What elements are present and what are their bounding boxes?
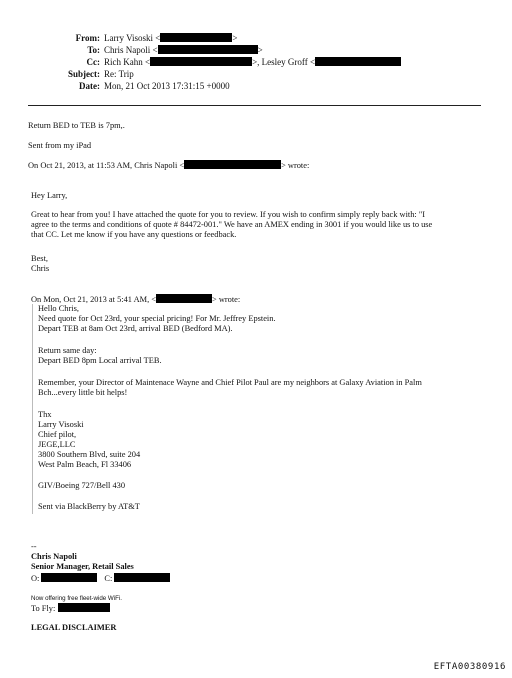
from-value xyxy=(104,33,237,44)
reply-line-2: Sent from my iPad xyxy=(28,141,92,150)
to-name: Chris Napoli < xyxy=(104,45,158,55)
signature-phones xyxy=(31,573,170,584)
quoted-line: Return same day: xyxy=(38,346,97,355)
redaction xyxy=(156,294,212,303)
wifi-note: Now offering free fleet-wide WiFi. xyxy=(31,595,123,602)
cc-label: Cc: xyxy=(86,57,100,67)
napoli-greeting: Hey Larry, xyxy=(31,191,68,200)
cc-name: Rich Kahn < xyxy=(104,57,151,67)
bracket: > xyxy=(257,45,263,55)
quoted-line: 3800 Southern Blvd, suite 204 xyxy=(38,450,141,459)
signature-title: Senior Manager, Retail Sales xyxy=(31,562,134,571)
attrib-text: On Mon, Oct 21, 2013 at 5:41 AM, < xyxy=(31,295,156,304)
office-label: O: xyxy=(31,574,40,583)
cc-name2: >, Lesley Groff < xyxy=(252,57,316,67)
quoted-line: Hello Chris, xyxy=(38,304,79,313)
napoli-body-2: agree to the terms and conditions of quote # 84472-001." We have an AMEX ending in 3001 if you would like us to use xyxy=(31,220,433,229)
quoted-line: Thx xyxy=(38,410,52,419)
cell-label: C: xyxy=(104,574,113,583)
reply-attribution xyxy=(28,160,309,171)
quoted-line: Chief pilot, xyxy=(38,430,77,439)
bracket: > xyxy=(232,33,238,43)
napoli-body-1: Great to hear from you! I have attached the quote for you to review. If you wish to confirm simply reply back with: "I xyxy=(31,210,426,219)
redaction xyxy=(58,603,110,612)
attrib-suffix: > wrote: xyxy=(281,161,310,170)
date-label: Date: xyxy=(79,81,100,91)
quoted-line: GIV/Boeing 727/Bell 430 xyxy=(38,481,126,490)
redaction xyxy=(160,33,232,42)
napoli-body-3: that CC. Let me know if you have any questions or feedback. xyxy=(31,230,237,239)
napoli-name: Chris xyxy=(31,264,50,273)
redaction xyxy=(184,160,281,169)
quoted-line: JEGE,LLC xyxy=(38,440,76,449)
quoted-line: Remember, your Director of Maintenace Wayne and Chief Pilot Paul are my neighbors at Galaxy Aviation in Palm xyxy=(38,378,422,387)
redaction xyxy=(114,573,170,582)
quoted-line: Depart TEB at 8am Oct 23rd, arrival BED (Bedford MA). xyxy=(38,324,233,333)
quoted-line: Depart BED 8pm Local arrival TEB. xyxy=(38,356,162,365)
date-value: Mon, 21 Oct 2013 17:31:15 +0000 xyxy=(104,81,230,91)
header-divider xyxy=(28,105,481,106)
quoted-line: Need quote for Oct 23rd, your special pricing! For Mr. Jeffrey Epstein. xyxy=(38,314,276,323)
subject-value: Re: Trip xyxy=(104,69,134,79)
quoted-line: West Palm Beach, Fl 33406 xyxy=(38,460,132,469)
to-label: To: xyxy=(87,45,100,55)
to-value xyxy=(104,45,263,56)
to-fly-label: To Fly: xyxy=(31,604,56,613)
signature-dashes: -- xyxy=(31,542,37,551)
attrib-text: On Oct 21, 2013, at 11:53 AM, Chris Napoli < xyxy=(28,161,185,170)
reply-line-1: Return BED to TEB is 7pm,. xyxy=(28,121,125,130)
redaction xyxy=(315,57,401,66)
from-label: From: xyxy=(75,33,100,43)
napoli-signoff: Best, xyxy=(31,254,48,263)
subject-label: Subject: xyxy=(68,69,100,79)
redaction xyxy=(41,573,97,582)
legal-disclaimer: LEGAL DISCLAIMER xyxy=(31,623,117,632)
redaction xyxy=(158,45,258,54)
to-fly-line xyxy=(31,603,110,614)
cc-value xyxy=(104,57,401,68)
quoted-line: Bch...every little bit helps! xyxy=(38,388,128,397)
document-id: EFTA00380916 xyxy=(433,662,506,672)
from-name: Larry Visoski < xyxy=(104,33,161,43)
quote-bar xyxy=(32,304,33,514)
quoted-line: Sent via BlackBerry by AT&T xyxy=(38,502,140,511)
quoted-line: Larry Visoski xyxy=(38,420,84,429)
redaction xyxy=(150,57,252,66)
attrib-suffix: > wrote: xyxy=(212,295,241,304)
signature-name: Chris Napoli xyxy=(31,552,77,561)
